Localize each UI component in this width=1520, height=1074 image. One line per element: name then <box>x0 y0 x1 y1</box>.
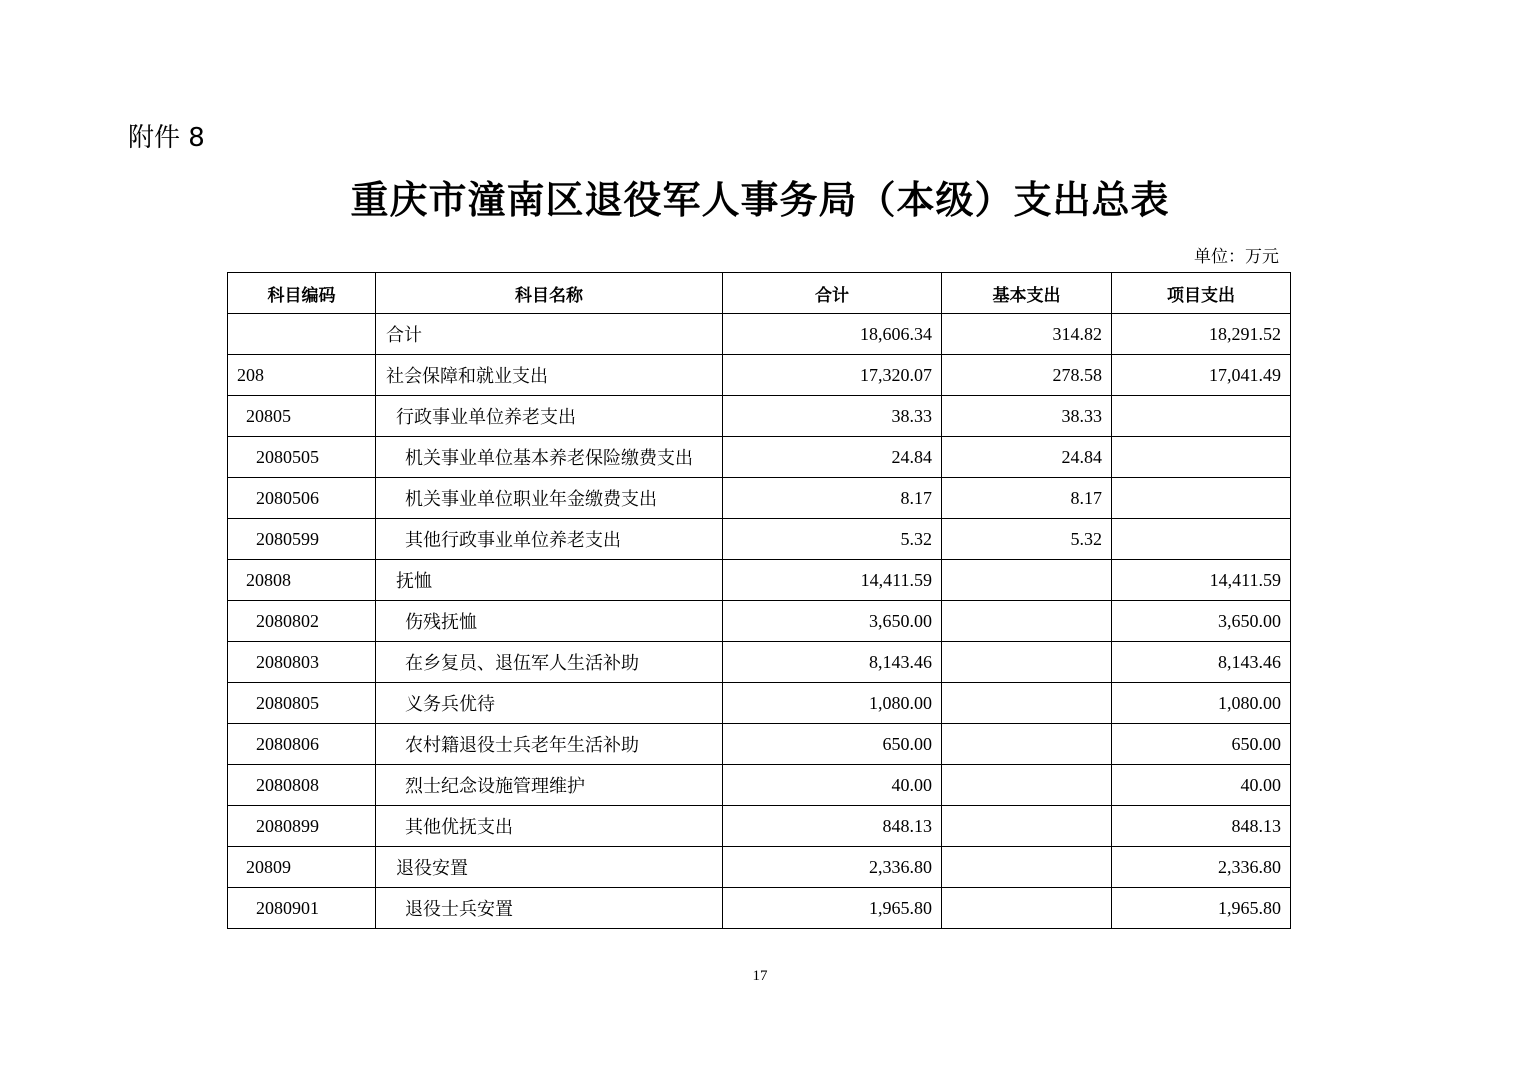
cell-basic <box>942 806 1112 847</box>
cell-project: 2,336.80 <box>1112 847 1291 888</box>
cell-total: 8,143.46 <box>723 642 942 683</box>
cell-project: 650.00 <box>1112 724 1291 765</box>
cell-name: 其他优抚支出 <box>376 806 723 847</box>
cell-project <box>1112 437 1291 478</box>
cell-name: 其他行政事业单位养老支出 <box>376 519 723 560</box>
cell-basic: 38.33 <box>942 396 1112 437</box>
cell-code: 2080506 <box>228 478 376 519</box>
table-row <box>228 519 1291 560</box>
cell-project <box>1112 478 1291 519</box>
cell-project <box>1112 519 1291 560</box>
cell-project: 40.00 <box>1112 765 1291 806</box>
cell-total: 14,411.59 <box>723 560 942 601</box>
cell-total: 18,606.34 <box>723 314 942 355</box>
page-number: 17 <box>752 968 768 984</box>
cell-total: 40.00 <box>723 765 942 806</box>
table-row <box>228 888 1291 929</box>
table-row <box>228 478 1291 519</box>
header-code: 科目编码 <box>228 273 376 314</box>
cell-name: 农村籍退役士兵老年生活补助 <box>376 724 723 765</box>
attachment-label: 附件 8 <box>128 123 205 153</box>
unit-label: 单位：万元 <box>1194 247 1279 267</box>
table-header-row <box>228 273 1291 314</box>
table-row <box>228 396 1291 437</box>
cell-total: 3,650.00 <box>723 601 942 642</box>
cell-total: 1,965.80 <box>723 888 942 929</box>
table-row <box>228 437 1291 478</box>
header-basic: 基本支出 <box>942 273 1112 314</box>
cell-total: 8.17 <box>723 478 942 519</box>
cell-name: 退役安置 <box>376 847 723 888</box>
cell-code: 2080808 <box>228 765 376 806</box>
cell-project: 8,143.46 <box>1112 642 1291 683</box>
cell-project <box>1112 396 1291 437</box>
cell-name: 伤残抚恤 <box>376 601 723 642</box>
cell-total: 24.84 <box>723 437 942 478</box>
cell-total: 848.13 <box>723 806 942 847</box>
table-row <box>228 642 1291 683</box>
cell-basic: 8.17 <box>942 478 1112 519</box>
expenditure-table <box>227 272 1291 929</box>
cell-code: 2080803 <box>228 642 376 683</box>
cell-name: 抚恤 <box>376 560 723 601</box>
cell-basic <box>942 683 1112 724</box>
cell-code: 2080802 <box>228 601 376 642</box>
cell-code: 20808 <box>228 560 376 601</box>
cell-code: 2080505 <box>228 437 376 478</box>
cell-total: 650.00 <box>723 724 942 765</box>
cell-basic <box>942 560 1112 601</box>
cell-total: 17,320.07 <box>723 355 942 396</box>
cell-total: 38.33 <box>723 396 942 437</box>
table-row <box>228 724 1291 765</box>
cell-basic: 278.58 <box>942 355 1112 396</box>
header-total: 合计 <box>723 273 942 314</box>
cell-code: 2080899 <box>228 806 376 847</box>
cell-code <box>228 314 376 355</box>
cell-code: 2080901 <box>228 888 376 929</box>
cell-name: 社会保障和就业支出 <box>376 355 723 396</box>
table-row <box>228 601 1291 642</box>
cell-basic <box>942 888 1112 929</box>
table-row <box>228 683 1291 724</box>
cell-name: 机关事业单位基本养老保险缴费支出 <box>376 437 723 478</box>
table-row <box>228 847 1291 888</box>
cell-basic: 314.82 <box>942 314 1112 355</box>
table-row <box>228 765 1291 806</box>
document-title: 重庆市潼南区退役军人事务局（本级）支出总表 <box>350 177 1170 222</box>
table-row <box>228 560 1291 601</box>
cell-total: 5.32 <box>723 519 942 560</box>
cell-code: 208 <box>228 355 376 396</box>
header-name: 科目名称 <box>376 273 723 314</box>
cell-name: 机关事业单位职业年金缴费支出 <box>376 478 723 519</box>
cell-project: 18,291.52 <box>1112 314 1291 355</box>
cell-name: 义务兵优待 <box>376 683 723 724</box>
cell-project: 17,041.49 <box>1112 355 1291 396</box>
cell-basic: 24.84 <box>942 437 1112 478</box>
cell-name: 烈士纪念设施管理维护 <box>376 765 723 806</box>
cell-code: 20809 <box>228 847 376 888</box>
table-row <box>228 314 1291 355</box>
cell-code: 2080599 <box>228 519 376 560</box>
cell-name: 行政事业单位养老支出 <box>376 396 723 437</box>
cell-basic <box>942 724 1112 765</box>
cell-project: 3,650.00 <box>1112 601 1291 642</box>
table-row <box>228 806 1291 847</box>
cell-code: 20805 <box>228 396 376 437</box>
header-project: 项目支出 <box>1112 273 1291 314</box>
cell-project: 1,965.80 <box>1112 888 1291 929</box>
cell-project: 1,080.00 <box>1112 683 1291 724</box>
cell-code: 2080806 <box>228 724 376 765</box>
cell-project: 848.13 <box>1112 806 1291 847</box>
cell-basic <box>942 847 1112 888</box>
table-body <box>228 314 1291 929</box>
table-row <box>228 355 1291 396</box>
cell-basic <box>942 601 1112 642</box>
cell-total: 1,080.00 <box>723 683 942 724</box>
cell-name: 退役士兵安置 <box>376 888 723 929</box>
cell-name: 合计 <box>376 314 723 355</box>
cell-project: 14,411.59 <box>1112 560 1291 601</box>
cell-basic <box>942 765 1112 806</box>
cell-name: 在乡复员、退伍军人生活补助 <box>376 642 723 683</box>
cell-code: 2080805 <box>228 683 376 724</box>
cell-basic: 5.32 <box>942 519 1112 560</box>
cell-basic <box>942 642 1112 683</box>
cell-total: 2,336.80 <box>723 847 942 888</box>
